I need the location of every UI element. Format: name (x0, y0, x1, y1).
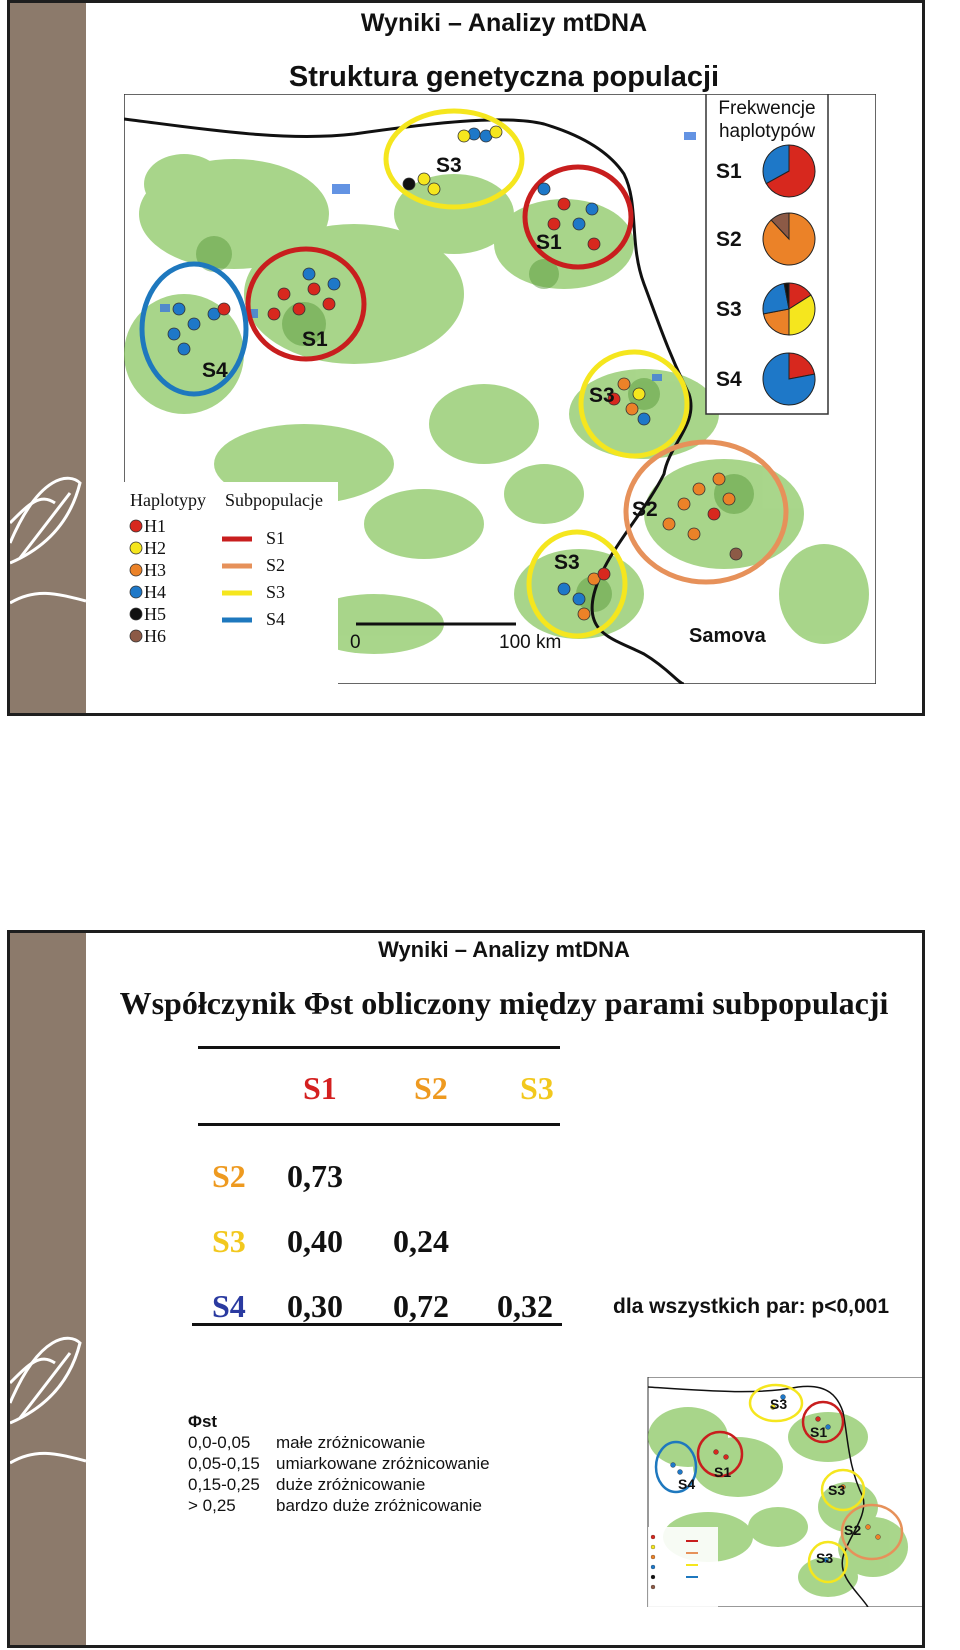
haplotype-frequency-panel (706, 94, 828, 414)
pie-label-s2: S2 (716, 228, 742, 251)
fst-legend-item: 0,0-0,05 małe zróżnicowanie (188, 1433, 426, 1452)
fst-legend (188, 1411, 490, 1516)
thumbnail-map (642, 1377, 925, 1607)
slide-fst-table (7, 930, 925, 1648)
fst-legend-title: Φst (188, 1412, 218, 1431)
pie-title-line2: haplotypów (718, 121, 816, 142)
table-header-rule (198, 1123, 560, 1126)
table-cell: 0,30 (287, 1288, 343, 1324)
thumb-label: S2 (844, 1522, 862, 1538)
table-cell: 0,24 (393, 1223, 449, 1259)
table-cell: 0,32 (497, 1288, 553, 1324)
thumb-label: S3 (816, 1550, 834, 1566)
fst-legend-item: > 0,25 bardzo duże zróżnicowanie (188, 1496, 483, 1515)
legend-hap-h5: H5 (144, 604, 166, 624)
population-map (124, 94, 876, 684)
thumb-label: S1 (810, 1424, 828, 1440)
slide-title: Wyniki – Analizy mtDNA (378, 937, 630, 962)
cluster-label: S1 (536, 231, 562, 254)
quill-logo-icon (10, 3, 86, 716)
place-label: Samova (689, 625, 766, 647)
table-cell: 0,40 (287, 1223, 343, 1259)
cluster-label: S1 (302, 328, 328, 351)
row-label-s3: S3 (212, 1223, 246, 1259)
cluster-label: S3 (436, 154, 462, 177)
cluster-label: S3 (589, 384, 615, 407)
p-value-note: dla wszystkich par: p<0,001 (613, 1295, 890, 1318)
table-cell: 0,73 (287, 1158, 343, 1194)
legend-hap-h4: H4 (144, 582, 166, 602)
slide-subtitle: Struktura genetyczna populacji (288, 61, 720, 93)
thumb-label: S3 (770, 1396, 788, 1412)
table-top-rule (198, 1046, 560, 1049)
pie-title-line1: Frekwencje (718, 98, 816, 119)
slide-title: Wyniki – Analizy mtDNA (360, 9, 648, 37)
thumb-label: S1 (714, 1464, 732, 1480)
col-header-s1: S1 (303, 1070, 337, 1106)
slide-sidebar (10, 933, 86, 1645)
row-label-s4: S4 (212, 1288, 246, 1324)
thumb-label: S4 (678, 1476, 696, 1492)
slide-subtitle: Współczynik Φst obliczony między parami subpopulacji (119, 985, 889, 1021)
fst-legend-item: 0,05-0,15 umiarkowane zróżnicowanie (188, 1454, 490, 1473)
fst-legend-item: 0,15-0,25 duże zróżnicowanie (188, 1475, 426, 1494)
legend-hap-h3: H3 (144, 560, 166, 580)
cluster-label: S4 (202, 359, 228, 382)
slide-sidebar (10, 3, 86, 713)
scale-end: 100 km (499, 632, 562, 653)
cluster-label: S3 (554, 551, 580, 574)
legend-haplotypes-title: Haplotypy (130, 490, 206, 510)
legend-hap-h2: H2 (144, 538, 166, 558)
table-cell: 0,72 (393, 1288, 449, 1324)
legend-hap-h1: H1 (144, 516, 166, 536)
thumb-label: S3 (828, 1482, 846, 1498)
legend-hap-h6: H6 (144, 626, 166, 646)
col-header-s3: S3 (520, 1070, 554, 1106)
row-label-s2: S2 (212, 1158, 246, 1194)
scale-start: 0 (350, 632, 361, 653)
legend-sub-s4: S4 (266, 609, 286, 629)
pie-label-s4: S4 (716, 368, 742, 391)
cluster-label: S2 (632, 498, 658, 521)
quill-logo-icon (10, 933, 86, 1648)
legend-sub-s3: S3 (266, 582, 286, 602)
pie-label-s1: S1 (716, 160, 742, 183)
slide-genetic-structure (7, 0, 925, 716)
col-header-s2: S2 (414, 1070, 448, 1106)
legend-sub-s2: S2 (266, 555, 286, 575)
legend-subpop-title: Subpopulacje (225, 490, 323, 510)
legend-sub-s1: S1 (266, 528, 286, 548)
pie-label-s3: S3 (716, 298, 742, 321)
map-legend (124, 482, 338, 684)
